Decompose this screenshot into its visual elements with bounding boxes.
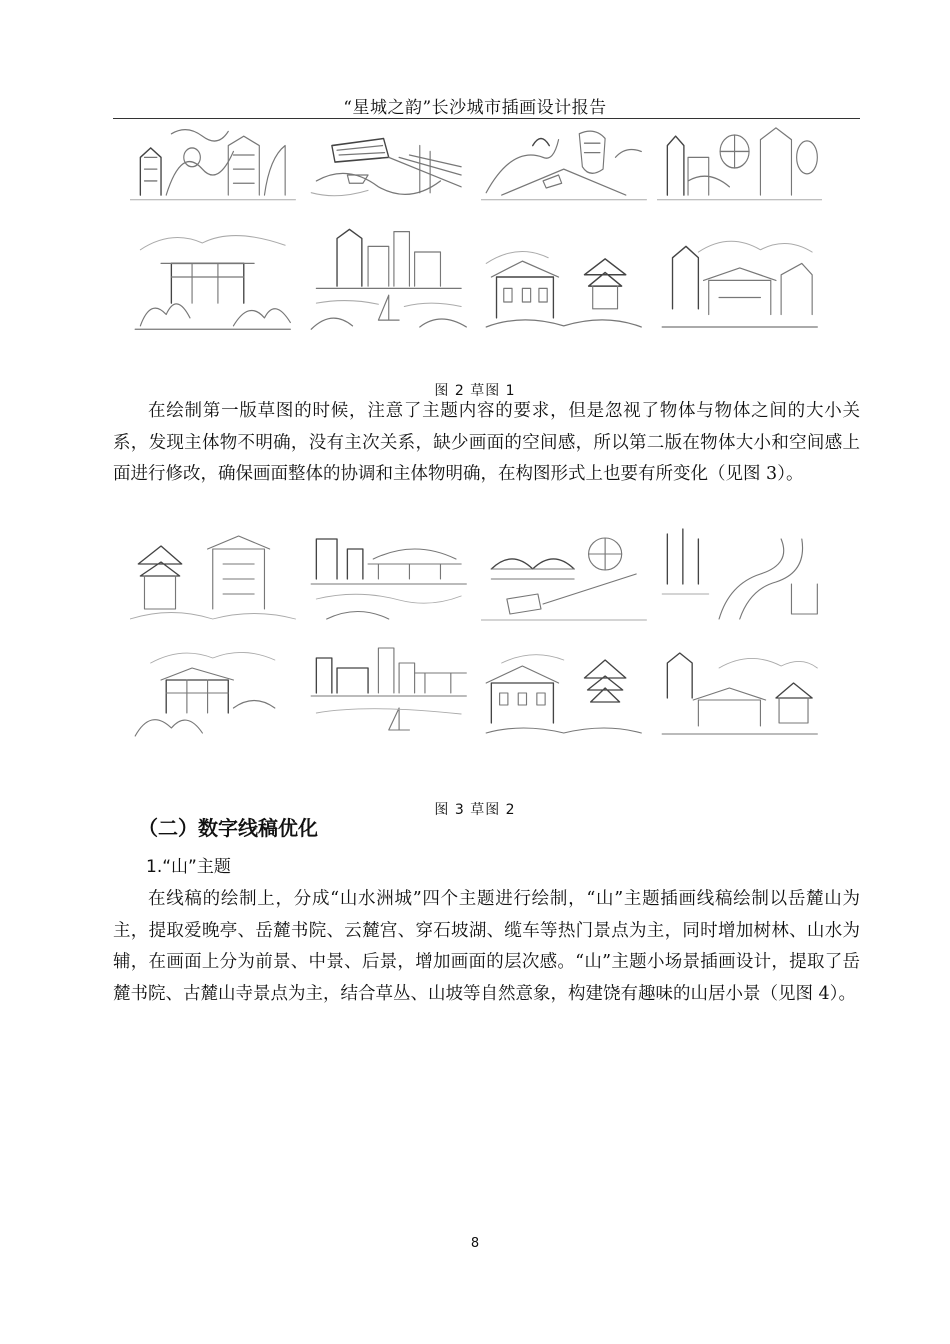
sketch-panel (481, 524, 647, 624)
page-header-title: “星城之韵”长沙城市插画设计报告 (343, 98, 607, 118)
sketch-panel (481, 122, 647, 204)
sketch-panel (130, 218, 296, 332)
sketch-panel (130, 122, 296, 204)
subsection-heading: 1.“山”主题 (146, 857, 231, 877)
sketch-panel (481, 638, 647, 738)
sketch-panel (130, 638, 296, 738)
sketch-panel (306, 638, 472, 738)
page-number: 8 (470, 1236, 480, 1251)
body-paragraph: 在绘制第一版草图的时候，注意了主题内容的要求，但是忽视了物体与物体之间的大小关系，发现主体物不明确，没有主次关系，缺少画面的空间感，所以第二版在物体大小和空间感上面进行修改，确保画面整体的协调和主体物明确，在构图形式上也要有所变化（见图 3）。 (113, 401, 860, 484)
sketch-panel (481, 218, 647, 332)
figure-2-caption: 图 2 草图 1 (434, 383, 516, 399)
figure-3-caption: 图 3 草图 2 (434, 802, 516, 818)
sketch-panel (130, 524, 296, 624)
sketch-panel (306, 122, 472, 204)
section-heading: （二）数字线稿优化 (138, 816, 318, 840)
sketch-panel (657, 524, 823, 624)
sketch-panel (306, 524, 472, 624)
sketch-panel (657, 122, 823, 204)
sketch-panel (657, 218, 823, 332)
sketch-panel (657, 638, 823, 738)
figure-3-sketch-grid (130, 524, 822, 738)
sketch-panel (306, 218, 472, 332)
header-rule (113, 118, 860, 119)
body-paragraph: 在线稿的绘制上，分成“山水洲城”四个主题进行绘制，“山”主题插画线稿绘制以岳麓山为主，提取爱晚亭、岳麓书院、云麓宫、穿石坡湖、缆车等热门景点为主，同时增加树林、山水为辅，在画面上分为前景、中景、后景，增加画面的层次感。“山”主题小场景插画设计，提取了岳麓书院、古麓山寺景点为主，结合草丛、山坡等自然意象，构建饶有趣味的山居小景（见图 4）。 (113, 889, 860, 1004)
figure-2-sketch-grid (130, 122, 822, 332)
